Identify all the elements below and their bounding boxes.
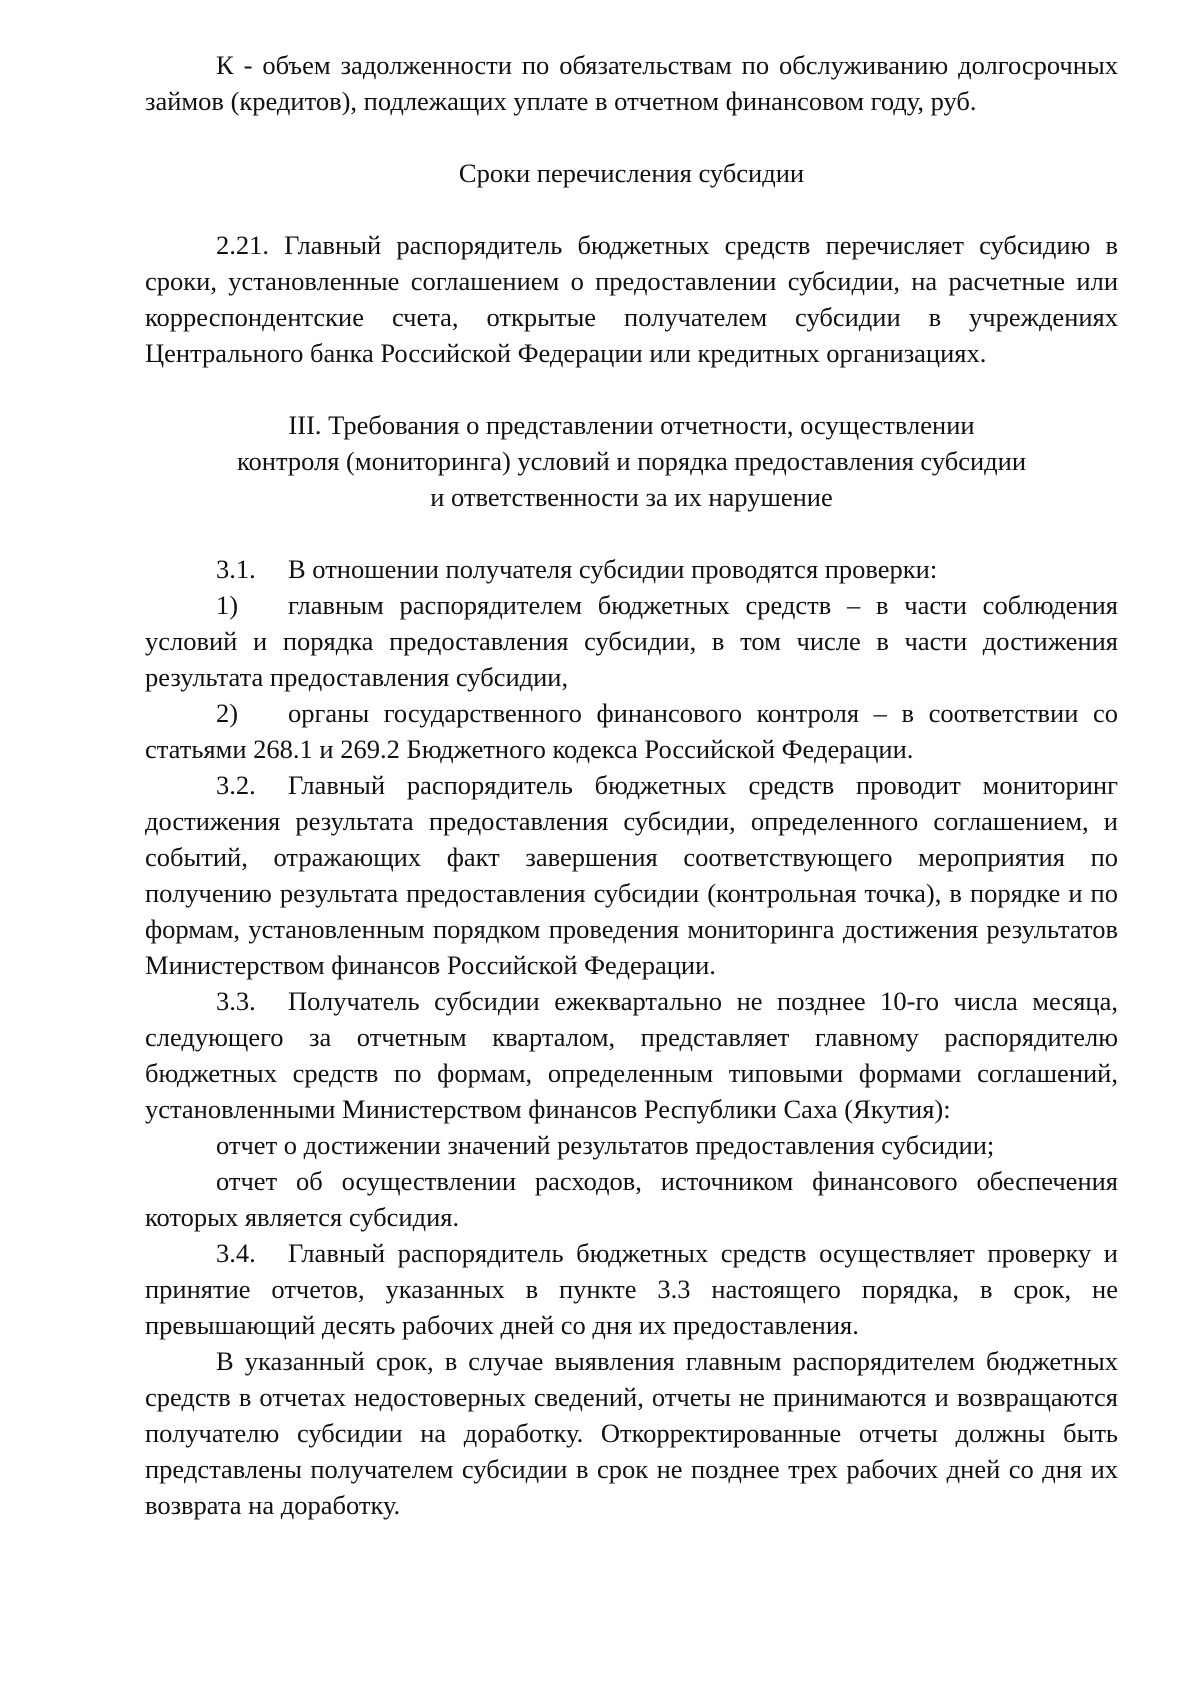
- heading-subsidy-terms: Сроки перечисления субсидии: [458, 158, 805, 188]
- heading-section-3: [145, 407, 1118, 515]
- item-number: 1): [216, 590, 239, 620]
- paragraph-3-2: [145, 767, 1118, 983]
- item-number: 2): [216, 698, 239, 728]
- paragraph-2-21: 2.21. Главный распорядитель бюджетных средств перечисляет субсидию в сроки, установленные соглашением о предоставлении субсидии, на расчетные или корреспондентские счета, открытые получателем субсидии в учреждениях Центрального банка Российской Федерации или кредитных организациях.: [145, 230, 1118, 368]
- paragraph-3-3: [145, 983, 1118, 1127]
- paragraph-3-1: [145, 551, 1118, 587]
- paragraph-3-4-continued: В указанный срок, в случае выявления главным распорядителем бюджетных средств в отчетах недостоверных сведений, отчеты не принимаются и возвращаются получателю субсидии на доработку. Откорректированные отчеты должны быть представлены получателем субсидии в срок не позднее трех рабочих дней со дня их возврата на доработку.: [145, 1346, 1118, 1520]
- heading-section-3-line-1: III. Требования о представлении отчетности, осуществлении: [288, 410, 975, 440]
- item-text: органы государственного финансового контроля – в соответствии со статьями 268.1 и 269.2 Бюджетного кодекса Российской Федерации.: [145, 698, 1118, 764]
- heading-section-3-line-3: и ответственности за их нарушение: [430, 482, 833, 512]
- paragraph-3-3-report-b: отчет об осуществлении расходов, источником финансового обеспечения которых является субсидия.: [145, 1166, 1118, 1232]
- item-number: 3.1.: [216, 554, 256, 584]
- item-number: 3.2.: [216, 770, 256, 800]
- paragraph-3-4: [145, 1235, 1118, 1343]
- item-text: главным распорядителем бюджетных средств – в части соблюдения условий и порядка предоставления субсидии, в том числе в части достижения результата предоставления субсидии,: [145, 590, 1118, 692]
- paragraph-k-definition: К - объем задолженности по обязательствам по обслуживанию долгосрочных займов (кредитов), подлежащих уплате в отчетном финансовом году, руб.: [145, 50, 1118, 116]
- item-text: Главный распорядитель бюджетных средств проводит мониторинг достижения результата предоставления субсидии, определенного соглашением, и событий, отражающих факт завершения соответствующего мероприятия по получению результата предоставления субсидии (контрольная точка), в порядке и по формам, установленным порядком проведения мониторинга достижения результатов Министерством финансов Российской Федерации.: [145, 770, 1118, 980]
- paragraph-3-1-1: [145, 587, 1118, 695]
- heading-section-3-line-2: контроля (мониторинга) условий и порядка предоставления субсидии: [236, 446, 1027, 476]
- paragraph-3-3-report-a: отчет о достижении значений результатов предоставления субсидии;: [216, 1130, 995, 1160]
- item-text: Получатель субсидии ежеквартально не позднее 10-го числа месяца, следующего за отчетным кварталом, представляет главному распорядителю бюджетных средств по формам, определенным типовыми формами соглашений, установленными Министерством финансов Республики Саха (Якутия):: [145, 986, 1118, 1124]
- item-number: 3.4.: [216, 1238, 256, 1268]
- item-number: 3.3.: [216, 986, 256, 1016]
- item-text: Главный распорядитель бюджетных средств осуществляет проверку и принятие отчетов, указанных в пункте 3.3 настоящего порядка, в срок, не превышающий десять рабочих дней со дня их предоставления.: [145, 1238, 1118, 1340]
- item-text: В отношении получателя субсидии проводятся проверки:: [288, 554, 938, 584]
- paragraph-3-1-2: [145, 695, 1118, 767]
